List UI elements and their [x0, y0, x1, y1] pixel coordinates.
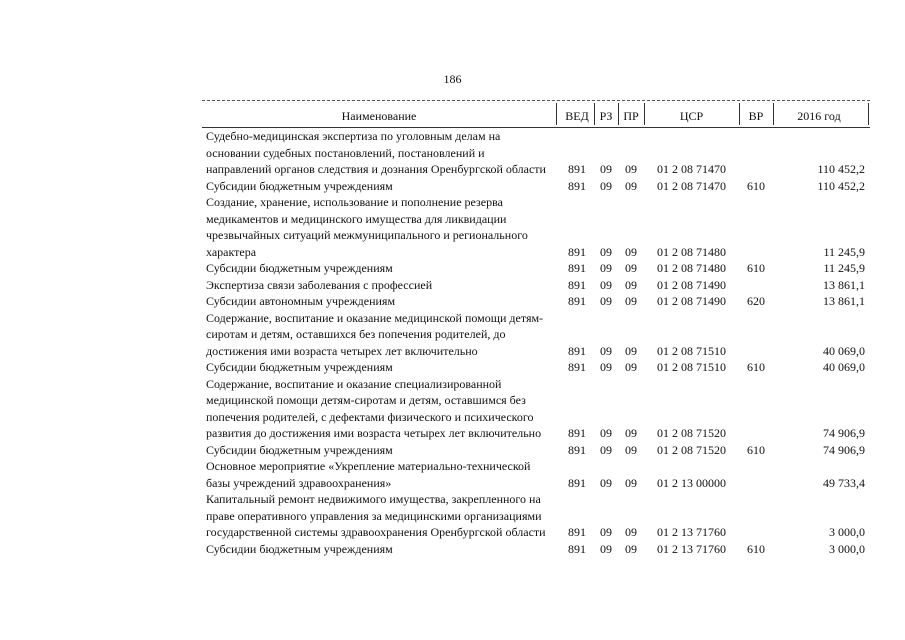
row-amount: 110 452,2: [817, 162, 865, 176]
row-name: Экспертиза связи заболевания с профессией: [206, 277, 433, 292]
row-name: Субсидии бюджетным учреждениям: [206, 360, 393, 374]
row-vr: 610: [747, 261, 765, 275]
row-ved: 891: [568, 277, 586, 292]
header-csr: ЦСР: [679, 109, 704, 123]
row-amount: 74 906,9: [823, 442, 865, 457]
table-row: [202, 194, 870, 260]
table-row: [202, 260, 870, 277]
table-row: [202, 277, 870, 294]
row-csr: 01 2 13 00000: [657, 475, 726, 490]
row-csr: 01 2 13 71760: [657, 525, 726, 539]
row-pr: 09: [625, 475, 637, 490]
table-row: [202, 541, 870, 558]
row-ved: 891: [568, 525, 586, 539]
row-ved: 891: [568, 475, 586, 490]
table-row: [202, 458, 870, 491]
row-pr: 09: [625, 541, 637, 556]
row-amount: 49 733,4: [823, 475, 865, 490]
row-pr: 09: [625, 294, 637, 308]
row-pr: 09: [625, 244, 637, 259]
row-pr: 09: [625, 162, 637, 176]
row-name: Капитальный ремонт недвижимого имущества, закрепленного на праве оперативного управления за медицинскими организациями государственной системы здравоохранения Оренбургской области: [206, 492, 546, 539]
row-ved: 891: [568, 541, 586, 556]
header-pr: ПР: [623, 109, 639, 123]
row-pr: 09: [625, 178, 637, 193]
row-name: Содержание, воспитание и оказание медицинской помощи детям-сиротам и детям, оставшихся без попечения родителей, до достижения ими возраста четырех лет включительно: [206, 310, 544, 358]
row-amount: 40 069,0: [823, 360, 865, 374]
row-csr: 01 2 08 71520: [657, 442, 726, 457]
table-header: [202, 100, 870, 128]
row-pr: 09: [625, 277, 637, 292]
row-rz: 09: [600, 541, 612, 556]
row-amount: 74 906,9: [823, 426, 865, 440]
row-name: Субсидии автономным учреждениям: [206, 294, 396, 308]
header-rz: РЗ: [599, 109, 613, 123]
row-pr: 09: [625, 360, 637, 374]
row-ved: 891: [568, 244, 586, 259]
row-ved: 891: [568, 178, 586, 193]
row-name: Основное мероприятие «Укрепление материально-технической базы учреждений здравоохранения»: [206, 459, 531, 490]
table-row: [202, 293, 870, 310]
page-number: 186: [443, 72, 462, 86]
row-vr: 610: [747, 360, 765, 374]
row-csr: 01 2 13 71760: [657, 541, 726, 556]
header-separator: [556, 103, 557, 125]
row-ved: 891: [568, 343, 586, 358]
row-rz: 09: [600, 294, 612, 308]
row-amount: 3 000,0: [829, 541, 865, 556]
row-name: Субсидии бюджетным учреждениям: [206, 541, 393, 556]
row-rz: 09: [600, 178, 612, 193]
row-csr: 01 2 08 71490: [657, 277, 726, 292]
row-csr: 01 2 08 71510: [657, 343, 726, 358]
row-name: Субсидии бюджетным учреждениям: [206, 261, 393, 275]
row-rz: 09: [600, 525, 612, 539]
row-amount: 13 861,1: [823, 277, 865, 292]
row-ved: 891: [568, 261, 586, 275]
row-ved: 891: [568, 442, 586, 457]
row-amount: 11 245,9: [823, 244, 865, 259]
row-amount: 13 861,1: [823, 294, 865, 308]
row-amount: 40 069,0: [823, 343, 865, 358]
row-rz: 09: [600, 162, 612, 176]
row-ved: 891: [568, 360, 586, 374]
row-pr: 09: [625, 343, 637, 358]
table-row: [202, 128, 870, 178]
row-name: Субсидии бюджетным учреждениям: [206, 178, 393, 193]
row-amount: 3 000,0: [829, 525, 865, 539]
header-year: 2016 год: [797, 109, 841, 123]
row-rz: 09: [600, 360, 612, 374]
row-csr: 01 2 08 71520: [657, 426, 726, 440]
row-pr: 09: [625, 426, 637, 440]
table-row: [202, 442, 870, 459]
row-rz: 09: [600, 426, 612, 440]
row-vr: 620: [747, 294, 765, 308]
table-row: [202, 310, 870, 360]
header-separator: [868, 103, 869, 125]
row-csr: 01 2 08 71490: [657, 294, 726, 308]
row-rz: 09: [600, 261, 612, 275]
row-vr: 610: [747, 541, 765, 556]
row-name: Содержание, воспитание и оказание специализированной медицинской помощи детям-сиротам и детям, оставшимся без попечения родителей, с дефектами физического и психического развития до достижения ими возраста четырех лет включительно: [206, 376, 542, 440]
header-vr: ВР: [748, 109, 764, 123]
row-amount: 11 245,9: [823, 261, 865, 275]
row-pr: 09: [625, 442, 637, 457]
row-ved: 891: [568, 426, 586, 440]
row-name: Субсидии бюджетным учреждениям: [206, 442, 393, 457]
row-rz: 09: [600, 442, 612, 457]
row-amount: 110 452,2: [817, 178, 865, 193]
row-csr: 01 2 08 71470: [657, 178, 726, 193]
row-pr: 09: [625, 261, 637, 275]
row-rz: 09: [600, 244, 612, 259]
table-row: [202, 491, 870, 541]
row-csr: 01 2 08 71470: [657, 162, 726, 176]
row-csr: 01 2 08 71480: [657, 261, 726, 275]
row-name: Судебно-медицинская экспертиза по уголовным делам на основании судебных постановлений, постановлений и направлений органов следствия и дознания Оренбургской области: [206, 129, 546, 176]
row-vr: 610: [747, 178, 765, 193]
row-pr: 09: [625, 525, 637, 539]
row-ved: 891: [568, 294, 586, 308]
header-ved: ВЕД: [565, 109, 589, 123]
row-rz: 09: [600, 475, 612, 490]
row-csr: 01 2 08 71480: [657, 244, 726, 259]
table-row: [202, 376, 870, 442]
table-row: [202, 359, 870, 376]
row-csr: 01 2 08 71510: [657, 360, 726, 374]
row-name: Создание, хранение, использование и пополнение резерва медикаментов и медицинского имущества для ликвидации чрезвычайных ситуаций межмуниципального и регионального характера: [206, 195, 528, 259]
header-name: Наименование: [341, 109, 417, 123]
row-ved: 891: [568, 162, 586, 176]
row-rz: 09: [600, 343, 612, 358]
budget-table: [202, 100, 870, 557]
row-vr: 610: [747, 442, 765, 457]
table-row: [202, 178, 870, 195]
row-rz: 09: [600, 277, 612, 292]
